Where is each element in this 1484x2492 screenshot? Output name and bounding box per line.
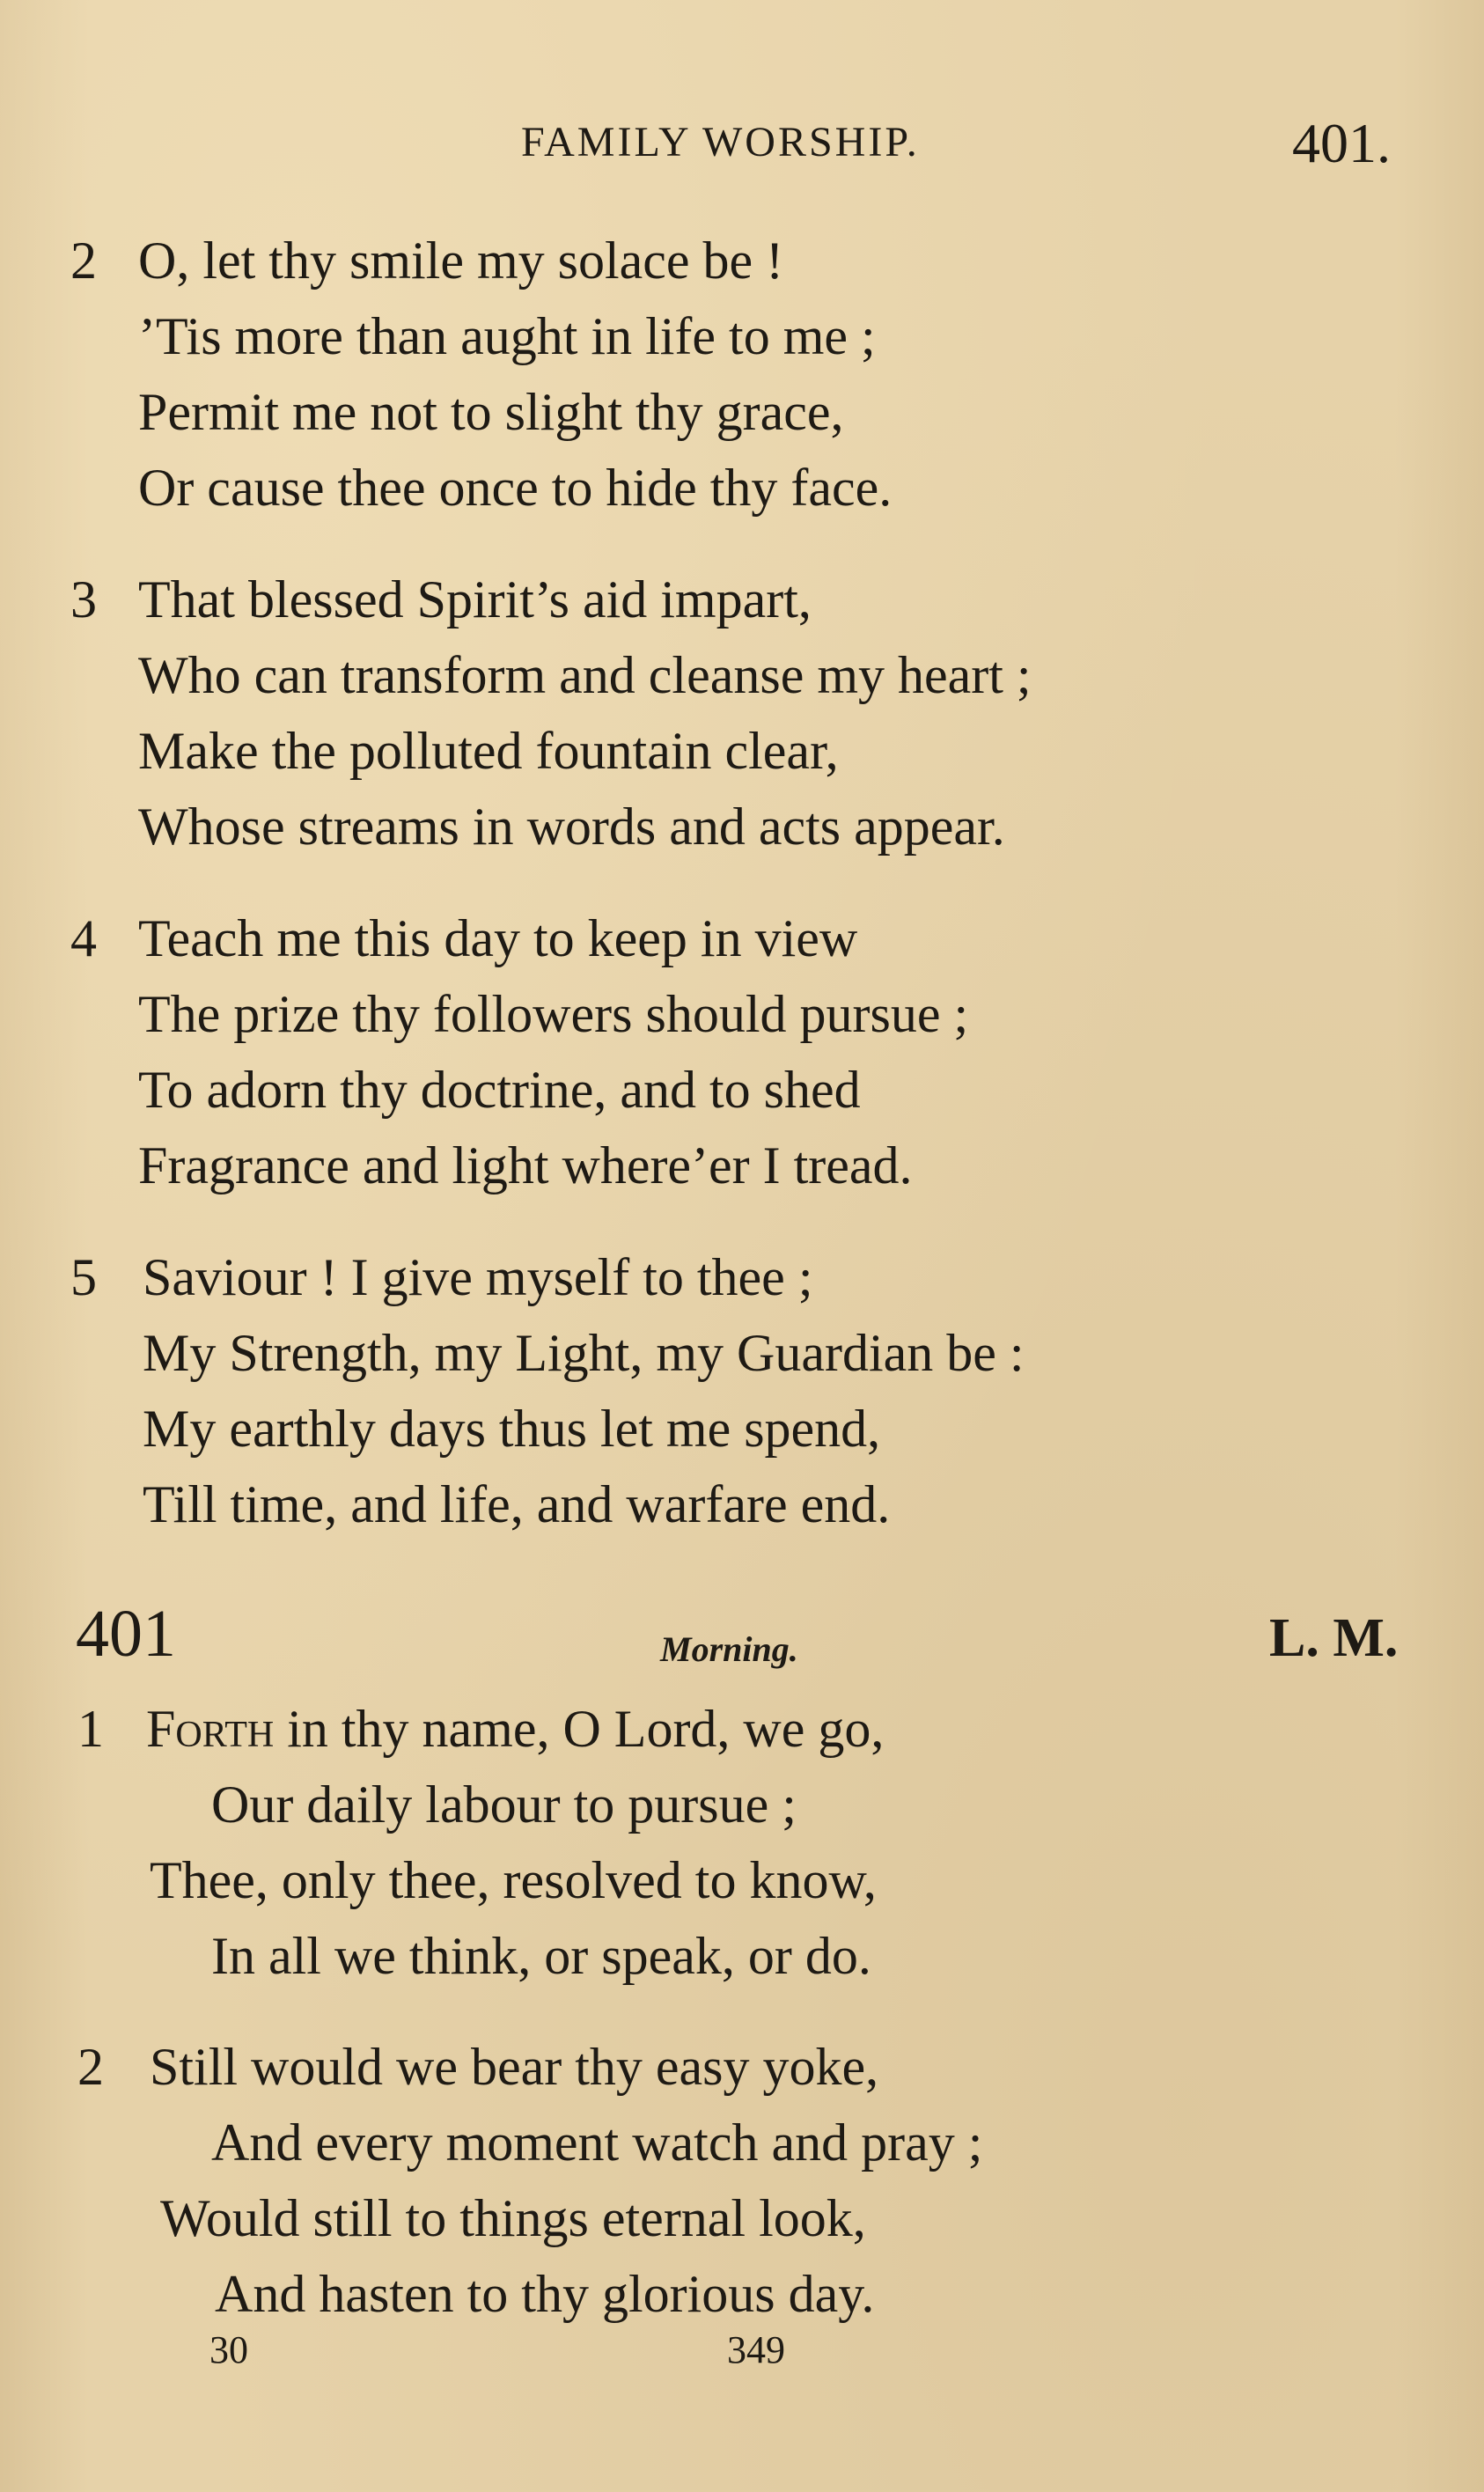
verse-line: The prize thy followers should pursue ; bbox=[138, 985, 969, 1043]
verse-number: 2 bbox=[77, 2038, 104, 2096]
verse-line: Still would we bear thy easy yoke, bbox=[150, 2038, 879, 2096]
verse-line: ’Tis more than aught in life to me ; bbox=[138, 307, 876, 365]
verse-line: In all we think, or speak, or do. bbox=[211, 1927, 871, 1985]
verse-line: Saviour ! I give myself to thee ; bbox=[143, 1248, 813, 1306]
hymn-meter: L. M. bbox=[1269, 1608, 1399, 1668]
verse-line: Thee, only thee, resolved to know, bbox=[150, 1851, 877, 1909]
signature-mark: 30 bbox=[209, 2328, 248, 2371]
verse-line: And hasten to thy glorious day. bbox=[215, 2265, 875, 2323]
first-word: Forth bbox=[146, 1700, 275, 1758]
verse-line: Fragrance and light where’er I tread. bbox=[138, 1136, 913, 1195]
verse-line: My earthly days thus let me spend, bbox=[143, 1400, 881, 1458]
verse-number: 2 bbox=[70, 232, 97, 290]
verse-number: 3 bbox=[70, 570, 97, 629]
verse-number: 4 bbox=[70, 909, 97, 967]
verse-line-first bbox=[146, 1700, 885, 1758]
first-line-rest: in thy name, O Lord, we go, bbox=[274, 1700, 885, 1758]
verse-line: Permit me not to slight thy grace, bbox=[138, 383, 844, 441]
hymn-number: 401 bbox=[76, 1597, 176, 1671]
page-number: 401. bbox=[1292, 112, 1391, 174]
verse-number: 5 bbox=[70, 1248, 97, 1306]
running-header-title: FAMILY WORSHIP. bbox=[521, 119, 920, 165]
verse-line: Whose streams in words and acts appear. bbox=[138, 798, 1005, 856]
verse-number: 1 bbox=[77, 1700, 104, 1758]
verse-line: Till time, and life, and warfare end. bbox=[143, 1475, 891, 1533]
hymn-title: Morning. bbox=[660, 1629, 798, 1669]
verse-line: Or cause thee once to hide thy face. bbox=[138, 459, 893, 517]
verse-line: And every moment watch and pray ; bbox=[211, 2113, 983, 2172]
verse-line: O, let thy smile my solace be ! bbox=[138, 232, 784, 290]
verse-line: Teach me this day to keep in view bbox=[138, 909, 858, 967]
verse-line: Who can transform and cleanse my heart ; bbox=[138, 646, 1032, 704]
footer-number: 349 bbox=[727, 2328, 785, 2371]
verse-line: Make the polluted fountain clear, bbox=[138, 722, 839, 780]
verse-line: Our daily labour to pursue ; bbox=[211, 1775, 797, 1834]
verse-line: My Strength, my Light, my Guardian be : bbox=[143, 1324, 1025, 1382]
verse-line: To adorn thy doctrine, and to shed bbox=[138, 1061, 861, 1119]
verse-line: That blessed Spirit’s aid impart, bbox=[138, 570, 812, 629]
verse-line: Would still to things eternal look, bbox=[160, 2189, 866, 2247]
